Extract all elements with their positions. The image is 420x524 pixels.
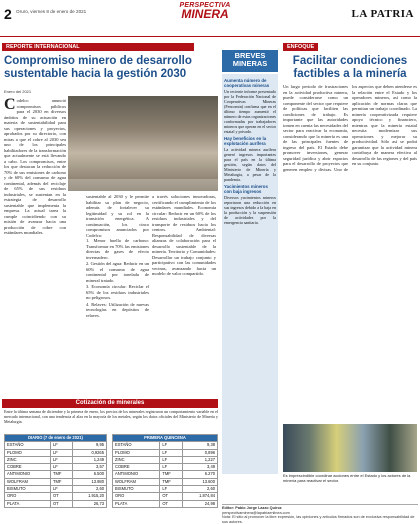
breve-title: Yacimientos mineros con baja ingresos (224, 184, 268, 194)
unit: LF (50, 456, 72, 463)
unit: OT (160, 493, 183, 500)
unit: LF (160, 486, 183, 493)
opinion-photo (283, 424, 417, 472)
drop-cap: C (4, 98, 16, 113)
breves-title-line1: BREVES (234, 51, 266, 60)
newspaper-name: LA PATRIA (351, 8, 414, 20)
opinion-body: Un largo periodo de frustraciones en la actividad productiva minera, puede considerarse como un componente del sector que requiere de políticas que faciliten las condiciones de trabajo. Es importante que las autoridades tomen en cuenta las necesidades del sector para reactivar la economía, considerando que la minería es una de las principales fuentes de ingreso del país. El Estado debe promover inversiones, generar seguridad jurídica y abrir espacios para el desarrollo de proyectos que generen empleo y divisas. Uno de los aspectos que deben atenderse es la relación entre el Estado y los operadores mineros, así como la aplicación de normas claras que permitan un trabajo coordinado. La minería cooperativizada requiere apoyo técnico y financiero, mientras que la minería estatal necesita modernizar sus operaciones y mejorar su productividad. Sólo así se podrá garantizar que la actividad minera contribuya de manera efectiva al desarrollo de las regiones y del país en su conjunto. (283, 84, 417, 172)
price: 0,9265 (72, 449, 106, 456)
photo-overlay (68, 179, 218, 191)
table-row (113, 449, 218, 456)
commitment-item: 2. Gestión del agua: Reducir en un 60% el consumo de agua continental por tonelada de mineral tratado. (86, 261, 149, 283)
mineral-name: ESTAÑO (5, 442, 51, 449)
price: 1,227 (182, 456, 217, 463)
editor-note: Nota: El sitio al promover la libre expresión, las opiniones y artículos firmados son de exclusiva responsabilidad de sus autores. (222, 515, 415, 524)
price: 1,249 (72, 456, 106, 463)
unit: LF (160, 449, 183, 456)
breve-body: Un reciente informe presentado por la Federación Nacional de Cooperativas Mineras (Fencomin) confirma que en el último tiempo aumentó el número de estas organizaciones conformadas por trabajadores mineros que operan en el sector estatal y privado. (224, 89, 276, 134)
mineral-name: PLOMO (113, 449, 160, 456)
unit: OT (50, 493, 72, 500)
table-row (5, 486, 107, 493)
table-row (113, 486, 218, 493)
mineral-name: ORO (5, 493, 51, 500)
page-number: 2 (4, 6, 12, 22)
table-row (113, 464, 218, 471)
table-row (5, 449, 107, 456)
mineral-name: COBRE (5, 464, 51, 471)
article-date: Enero del 2021 (4, 89, 32, 94)
logo-line1: PERSPECTIVA (179, 2, 231, 9)
main-article-photo (68, 96, 218, 191)
breves-sidebar (222, 74, 278, 474)
header-divider (0, 36, 420, 37)
mineral-prices-intro: Entre la última semana de diciembre y la primera de enero, los precios de los minerales registraron un comportamiento variable en el mercado internacional, con una tendencia al alza en la mayoría de los metales, según los datos oficiales del Ministerio de Minería y Metalurgia. (4, 409, 218, 424)
mineral-name: PLATA (5, 500, 51, 507)
main-article-column-3: a través soluciones innovadoras, certificando el cumplimiento de los estándares mundiales. Economía circular: Reducir en un 60% de los residuos industriales y del transporte de residuos hacia los centros. Ambiental: Responsabilidad de diversas alianzas de colaboración para el desarrollo sustentable de la minería. Territorio y Comunidades: Desarrollar un trabajo conjunto y participativo con las comunidades vecinas, avanzando hacia un modelo de valor compartido. (152, 194, 216, 276)
table-row (5, 500, 107, 507)
column-1-text: odelco anunció compromisos públicos para el 2030 en diversos ámbitos de su actuación en materia de sustentabilidad para sus operaciones y proyectos, aprobados por su directorio, con miras a que el cobre al 2030 sea uno de los principales habilitadores de la transformación que actualmente se está llevando a cabo. Los compromisos, entre los que destacan la reducción de 70% de sus emisiones de carbono y de 60% del consumo de agua continental, además del reciclaje de 65% de sus residuos industriales, se sustentan en la estrategia de desarrollo sustentable que implementa la empresa. La actual tarea la cumple coincidiendo con su misión de avanzar hacia una producción de cobre con estándares mundiales. (4, 98, 66, 235)
mineral-name: ZINC (5, 456, 51, 463)
price: 1.874,84 (182, 493, 217, 500)
commitment-item: 1. Menor huella de carbono: Transformar en 70% las emisiones directas de gases de efecto invernadero. (86, 238, 149, 260)
unit: TMF (160, 471, 183, 478)
price: 1.915,20 (72, 493, 106, 500)
main-headline: Compromiso minero de desarrollo sustentable hacia la gestión 2030 (4, 55, 192, 80)
fortnight-price-table (112, 434, 218, 508)
unit: LF (50, 442, 72, 449)
logo-line2: MINERA (181, 7, 229, 21)
table-row (5, 471, 107, 478)
unit: TMF (50, 471, 72, 478)
table-row (113, 478, 218, 485)
table-row (113, 456, 218, 463)
unit: LF (50, 464, 72, 471)
unit: LF (50, 486, 72, 493)
unit: OT (160, 500, 183, 507)
mineral-name: ANTIMONIO (5, 471, 51, 478)
price: 26,73 (72, 500, 106, 507)
table-header: DIARIO (7 de enero de 2021) (5, 435, 107, 442)
table-row (113, 471, 218, 478)
price: 13.980 (72, 478, 106, 485)
column-2-intro: sustentable al 2030 y le permite habilitar su plan de negocio, además de fortalecer su legitimidad y su rol en la transición energética. A continuación, los cinco compromisos anunciados por Codelco: (86, 194, 149, 238)
mineral-name: WOLFRAM (113, 478, 160, 485)
price: 13.600 (182, 478, 217, 485)
breve-body: Diversos yacimientos mineros reportaron una reducción en sus ingresos debido a la baja en la producción y la suspensión de actividades por la emergencia sanitaria. (224, 195, 276, 225)
table-row (5, 464, 107, 471)
price: 6.500 (72, 471, 106, 478)
table-row (5, 456, 107, 463)
breve-title: Aumenta número de cooperativas mineras (224, 78, 270, 88)
footer-divider (222, 504, 418, 505)
mineral-name: ZINC (113, 456, 160, 463)
table-row (113, 493, 218, 500)
date-line: Oruro, viernes 8 de enero de 2021 (16, 9, 87, 14)
table-header: PRIMERA QUINCENA (113, 435, 218, 442)
price: 6.270 (182, 471, 217, 478)
mineral-prices-title: Cotización de minerales (2, 399, 218, 408)
unit: LF (160, 464, 183, 471)
table-row (5, 478, 107, 485)
commitment-item: 3. Economía circular: Reciclar el 65% de los residuos industriales no peligrosos. (86, 284, 149, 300)
breves-header (222, 50, 278, 72)
editor-contact: perspectivaminera@lapatriaenlinea.com (222, 510, 290, 515)
table-row (5, 442, 107, 449)
price: 2,60 (182, 486, 217, 493)
mineral-name: ORO (113, 493, 160, 500)
mineral-name: BISMUTO (5, 486, 51, 493)
price: 9,38 (182, 442, 217, 449)
breve-title: Hay beneficios en la explotación aurífera (224, 136, 267, 146)
page-header (0, 0, 420, 38)
price: 3,57 (72, 464, 106, 471)
daily-price-table (4, 434, 107, 508)
opinion-photo-caption: Es imprescindible coordinar acciones entre el Estado y los actores de la minería para reactivar el sector. (283, 473, 411, 483)
mineral-name: ESTAÑO (113, 442, 160, 449)
mineral-name: COBRE (113, 464, 160, 471)
section-label-reporte: REPORTE INTERNACIONAL (2, 43, 194, 51)
unit: LF (160, 442, 183, 449)
unit: TMF (160, 478, 183, 485)
price: 2,60 (72, 486, 106, 493)
price: 24,98 (182, 500, 217, 507)
mineral-name: ANTIMONIO (113, 471, 160, 478)
section-label-enfoque: ENFOQUE (283, 43, 318, 51)
price: 9,95 (72, 442, 106, 449)
table-row (5, 493, 107, 500)
table-row (113, 442, 218, 449)
table-row (113, 500, 218, 507)
editor-credits (222, 506, 418, 524)
unit: LF (50, 449, 72, 456)
unit: LF (160, 456, 183, 463)
price: 3,49 (182, 464, 217, 471)
unit: TMF (50, 478, 72, 485)
main-article-column-2 (86, 194, 149, 399)
section-logo (170, 2, 240, 34)
mineral-name: BISMUTO (113, 486, 160, 493)
mineral-name: WOLFRAM (5, 478, 51, 485)
price: 0,896 (182, 449, 217, 456)
breves-title-line2: MINERAS (232, 59, 268, 68)
unit: OT (50, 500, 72, 507)
opinion-headline: Facilitar condiciones factibles a la minería (292, 55, 408, 80)
breve-body: La actividad minera aurífera generó ingresos importantes para el país en la última gestión, según datos del Ministerio de Minería y Metalurgia, a pesar de la pandemia. (224, 147, 276, 182)
editor-name: Editor: Pablo Jorge Lazzo Quiroz (222, 506, 282, 510)
mineral-name: PLOMO (5, 449, 51, 456)
mineral-price-tables (4, 434, 218, 520)
mineral-name: PLATA (113, 500, 160, 507)
commitment-item: 4. Relaves: Utilización de nuevas tecnologías en depósitos de relaves. (86, 301, 149, 318)
